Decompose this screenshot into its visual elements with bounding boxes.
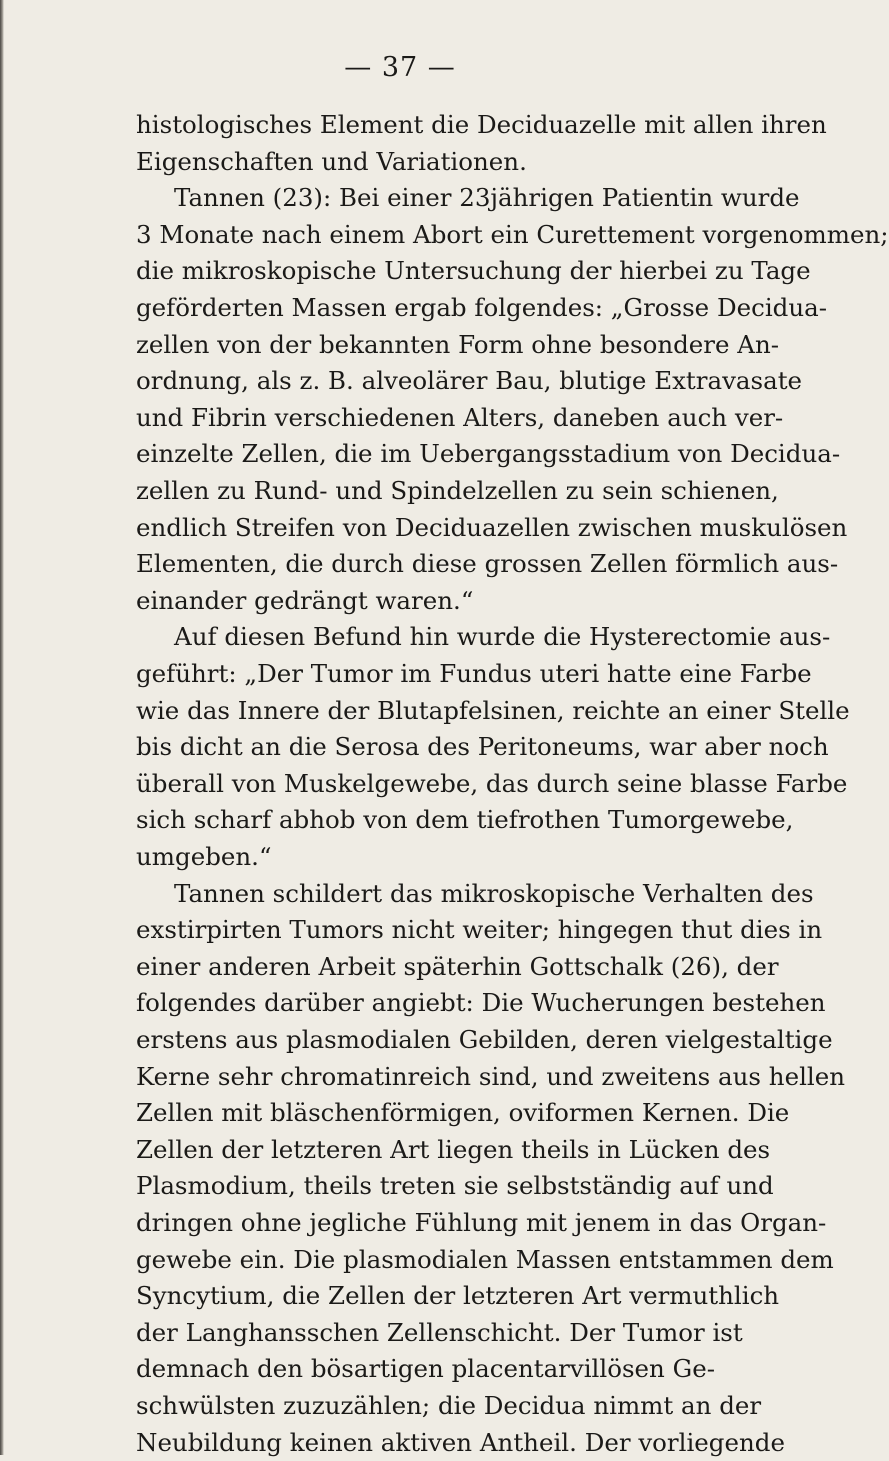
text-line: 3 Monate nach einem Abort ein Curettement vorgenommen; [136,219,889,249]
text-line: demnach den bösartigen placentarvillösen Ge- [136,1354,715,1384]
text-line: einzelte Zellen, die im Uebergangsstadium von Decidua- [136,439,841,469]
text-line: geförderten Massen ergab folgendes: „Grosse Decidua- [136,293,828,322]
text-line: erstens aus plasmodialen Gebilden, deren vielgestaltige [136,1025,833,1054]
text-line: und Fibrin verschiedenen Alters, daneben auch ver- [136,402,784,432]
text-line: Plasmodium, theils treten sie selbstständig auf und [136,1171,774,1201]
text-line: wie das Innere der Blutapfelsinen, reichte an einer Stelle [136,695,850,725]
text-line: geführt: „Der Tumor im Fundus uteri hatte eine Farbe [136,659,812,688]
text-line: exstirpirten Tumors nicht weiter; hingegen thut dies in [136,915,823,945]
text-line: bis dicht an die Serosa des Peritoneums, war aber noch [136,732,829,762]
text-line: Syncytium, die Zellen der letzteren Art vermuthlich [136,1281,780,1311]
text-line: zellen zu Rund- und Spindelzellen zu sein schienen, [136,476,779,505]
text-line: Neubildung keinen aktiven Antheil. Der vorliegende [136,1427,785,1457]
text-line: ordnung, als z. B. alveolärer Bau, blutige Extravasate [136,366,803,396]
text-line: Zellen der letzteren Art liegen theils in Lücken des [136,1134,771,1164]
text-line: gewebe ein. Die plasmodialen Massen entstammen dem [136,1244,834,1274]
page-number: — 37 — [344,52,456,83]
text-line: Tannen schildert das mikroskopische Verhalten des [174,878,814,908]
scan-edge-shadow [0,0,4,1455]
text-line: zellen von der bekannten Form ohne besondere An- [136,329,780,359]
text-line: endlich Streifen von Deciduazellen zwischen muskulösen [136,512,848,542]
text-line: überall von Muskelgewebe, das durch seine blasse Farbe [136,768,848,798]
text-line: sich scharf abhob von dem tiefrothen Tumorgewebe, [136,805,794,835]
text-line: Zellen mit bläschenförmigen, oviformen Kernen. Die [136,1098,790,1128]
text-line: schwülsten zuzuzählen; die Decidua nimmt an der [136,1391,762,1420]
text-line: einander gedrängt waren.“ [136,585,474,615]
text-line: Kerne sehr chromatinreich sind, und zweitens aus hellen [136,1061,846,1091]
text-line: umgeben.“ [136,842,272,871]
text-line: Tannen (23): Bei einer 23jährigen Patientin wurde [174,183,800,213]
text-line: dringen ohne jegliche Fühlung mit jenem in das Organ- [136,1208,827,1237]
text-line: folgendes darüber angiebt: Die Wucherungen bestehen [136,988,826,1018]
text-line: histologisches Element die Deciduazelle mit allen ihren [136,110,827,139]
text-line: Auf diesen Befund hin wurde die Hysterectomie aus- [174,622,831,652]
text-line: der Langhansschen Zellenschicht. Der Tumor ist [136,1317,743,1347]
text-line: Eigenschaften und Variationen. [136,146,527,176]
text-line: einer anderen Arbeit späterhin Gottschalk (26), der [136,951,779,981]
text-line: die mikroskopische Untersuchung der hierbei zu Tage [136,256,811,286]
text-line: Elementen, die durch diese grossen Zellen förmlich aus- [136,549,839,579]
